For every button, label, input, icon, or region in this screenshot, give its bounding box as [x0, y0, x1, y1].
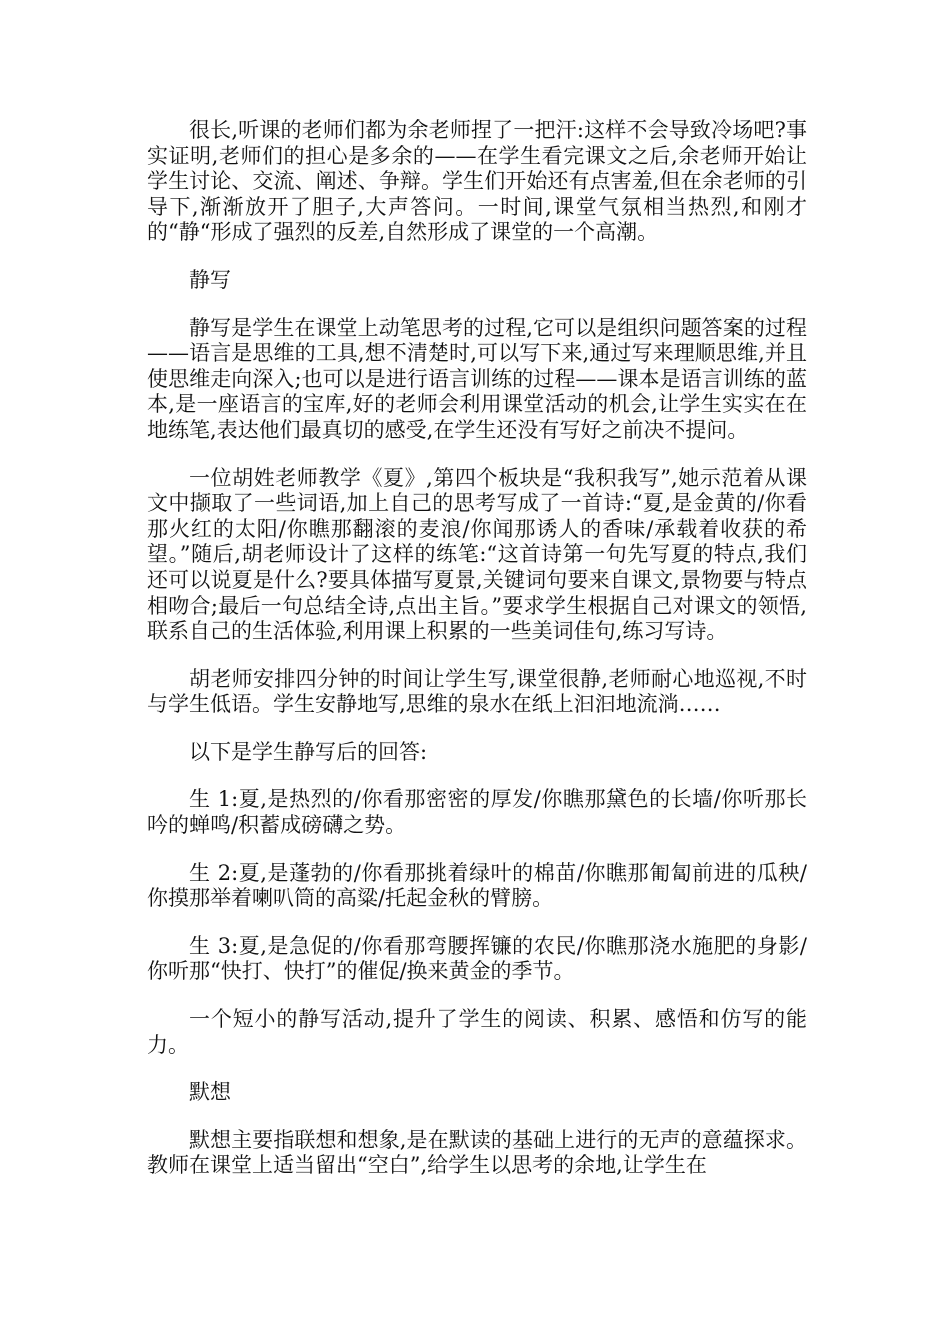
paragraph-intro-continuation: 很长,听课的老师们都为余老师捏了一把汗:这样不会导致冷场吧?事实证明,老师们的担心是多余的——在学生看完课文之后,余老师开始让学生讨论、交流、阐述、争辩。学生们开始还有点害羞,但在余老师的引导下,渐渐放开了胆子,大声答问。一时间,课堂气氛相当热烈,和刚才的“静“形成了强烈的反差,自然形成了课堂的一个高潮。 [147, 118, 807, 245]
paragraph-hu-teacher-example: 一位胡姓老师教学《夏》,第四个板块是“我积我写”,她示范着从课文中撷取了一些词语,加上自己的思考写成了一首诗:“夏,是金黄的/你看那火红的太阳/你瞧那翻滚的麦浪/你闻那诱人的香味/承载着收获的希望。”随后,胡老师设计了这样的练笔:“这首诗第一句先写夏的特点,我们还可以说夏是什么?要具体描写夏景,关键词句要来自课文,景物要与特点相吻合;最后一句总结全诗,点出主旨。”要求学生根据自己对课文的领悟,联系自己的生活体验,利用课上积累的一些美词佳句,练习写诗。 [147, 465, 807, 644]
paragraph-student-2: 生 2:夏,是蓬勃的/你看那挑着绿叶的棉苗/你瞧那匍匐前进的瓜秧/你摸那举着喇叭筒的高粱/托起金秋的臂膀。 [147, 860, 807, 911]
paragraph-answers-intro: 以下是学生静写后的回答: [189, 739, 428, 764]
section-heading-jingxie: 静写 [189, 267, 231, 292]
section-heading-moxiang: 默想 [189, 1080, 231, 1105]
paragraph-writing-time: 胡老师安排四分钟的时间让学生写,课堂很静,老师耐心地巡视,不时与学生低语。学生安静地写,思维的泉水在纸上汩汩地流淌…… [147, 666, 807, 717]
document-page [147, 118, 807, 1201]
paragraph-student-1: 生 1:夏,是热烈的/你看那密密的厚发/你瞧那黛色的长墙/你听那长吟的蝉鸣/积蓄成磅礴之势。 [147, 787, 807, 838]
paragraph-moxiang-definition: 默想主要指联想和想象,是在默读的基础上进行的无声的意蕴探求。教师在课堂上适当留出“空白”,给学生以思考的余地,让学生在 [147, 1127, 807, 1178]
paragraph-jingxie-definition: 静写是学生在课堂上动笔思考的过程,它可以是组织问题答案的过程——语言是思维的工具,想不清楚时,可以写下来,通过写来理顺思维,并且使思维走向深入;也可以是进行语言训练的过程——课本是语言训练的蓝本,是一座语言的宝库,好的老师会利用课堂活动的机会,让学生实实在在地练笔,表达他们最真切的感受,在学生还没有写好之前决不提问。 [147, 315, 807, 442]
paragraph-summary: 一个短小的静写活动,提升了学生的阅读、积累、感悟和仿写的能力。 [147, 1007, 807, 1057]
paragraph-student-3: 生 3:夏,是急促的/你看那弯腰挥镰的农民/你瞧那浇水施肥的身影/你听那“快打、快打”的催促/换来黄金的季节。 [147, 933, 807, 984]
